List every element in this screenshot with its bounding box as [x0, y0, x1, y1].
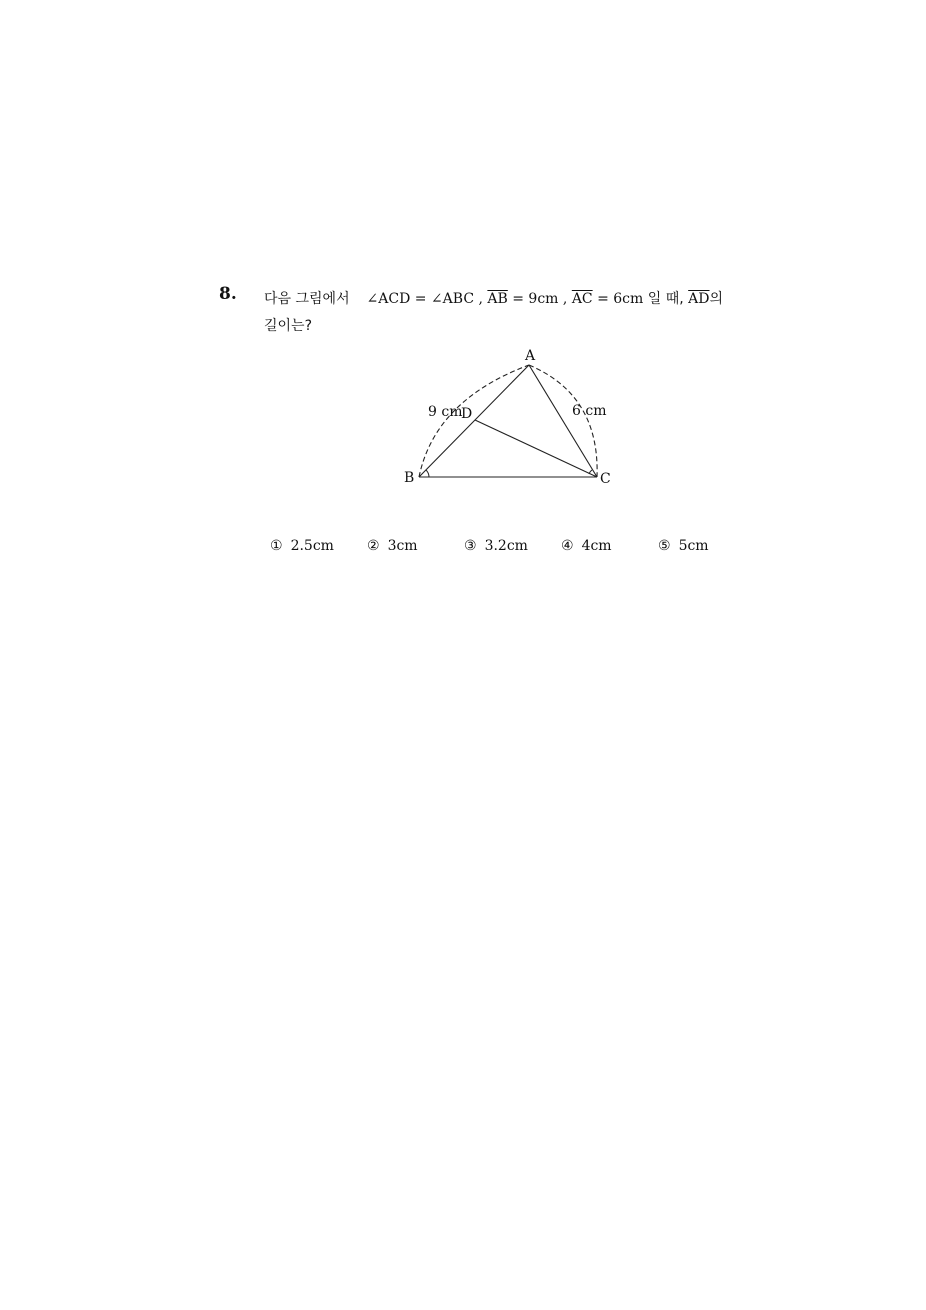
question-suffix: 의	[709, 291, 724, 307]
segment-ab-value: = 9cm ,	[512, 291, 568, 307]
segment-ac-value: = 6cm	[597, 291, 644, 307]
choice-text: 3cm	[387, 538, 418, 554]
choice-text: 5cm	[678, 538, 709, 554]
question-mid: 일 때,	[647, 291, 684, 307]
side-ac	[529, 365, 597, 477]
choice-text: 3.2cm	[484, 538, 528, 554]
label-ab-length: 9 cm	[428, 404, 463, 420]
choice-5[interactable]	[658, 538, 709, 554]
angle-expression: ∠ACD = ∠ABC ,	[366, 291, 483, 307]
segment-dc	[475, 420, 597, 477]
triangle-figure	[395, 340, 625, 500]
segment-ab: $\overline{AB}$	[487, 291, 508, 307]
choice-2[interactable]	[367, 538, 418, 554]
segment-ac: $\overline{AC}$	[571, 291, 593, 307]
label-a: A	[525, 348, 536, 364]
label-d: D	[461, 406, 473, 422]
choice-1[interactable]	[270, 538, 334, 554]
answer-choices	[270, 538, 750, 562]
side-ab	[419, 365, 529, 477]
choice-marker: ③	[464, 538, 477, 554]
question-line-1	[264, 286, 764, 313]
question-line-2: 길이는?	[264, 318, 313, 334]
choice-marker: ②	[367, 538, 380, 554]
label-b: B	[404, 470, 415, 486]
choice-3[interactable]	[464, 538, 528, 554]
label-ac-length: 6 cm	[572, 403, 607, 419]
angle-mark-b	[426, 470, 429, 477]
question-prefix: 다음 그림에서	[264, 291, 350, 307]
choice-4[interactable]	[561, 538, 612, 554]
question-text	[264, 286, 764, 340]
choice-marker: ①	[270, 538, 283, 554]
choice-text: 4cm	[581, 538, 612, 554]
segment-ad: $\overline{AD}$	[688, 291, 710, 307]
choice-text: 2.5cm	[290, 538, 334, 554]
choice-marker: ④	[561, 538, 574, 554]
choice-marker: ⑤	[658, 538, 671, 554]
label-c: C	[600, 471, 611, 487]
question-number: 8.	[219, 284, 237, 304]
